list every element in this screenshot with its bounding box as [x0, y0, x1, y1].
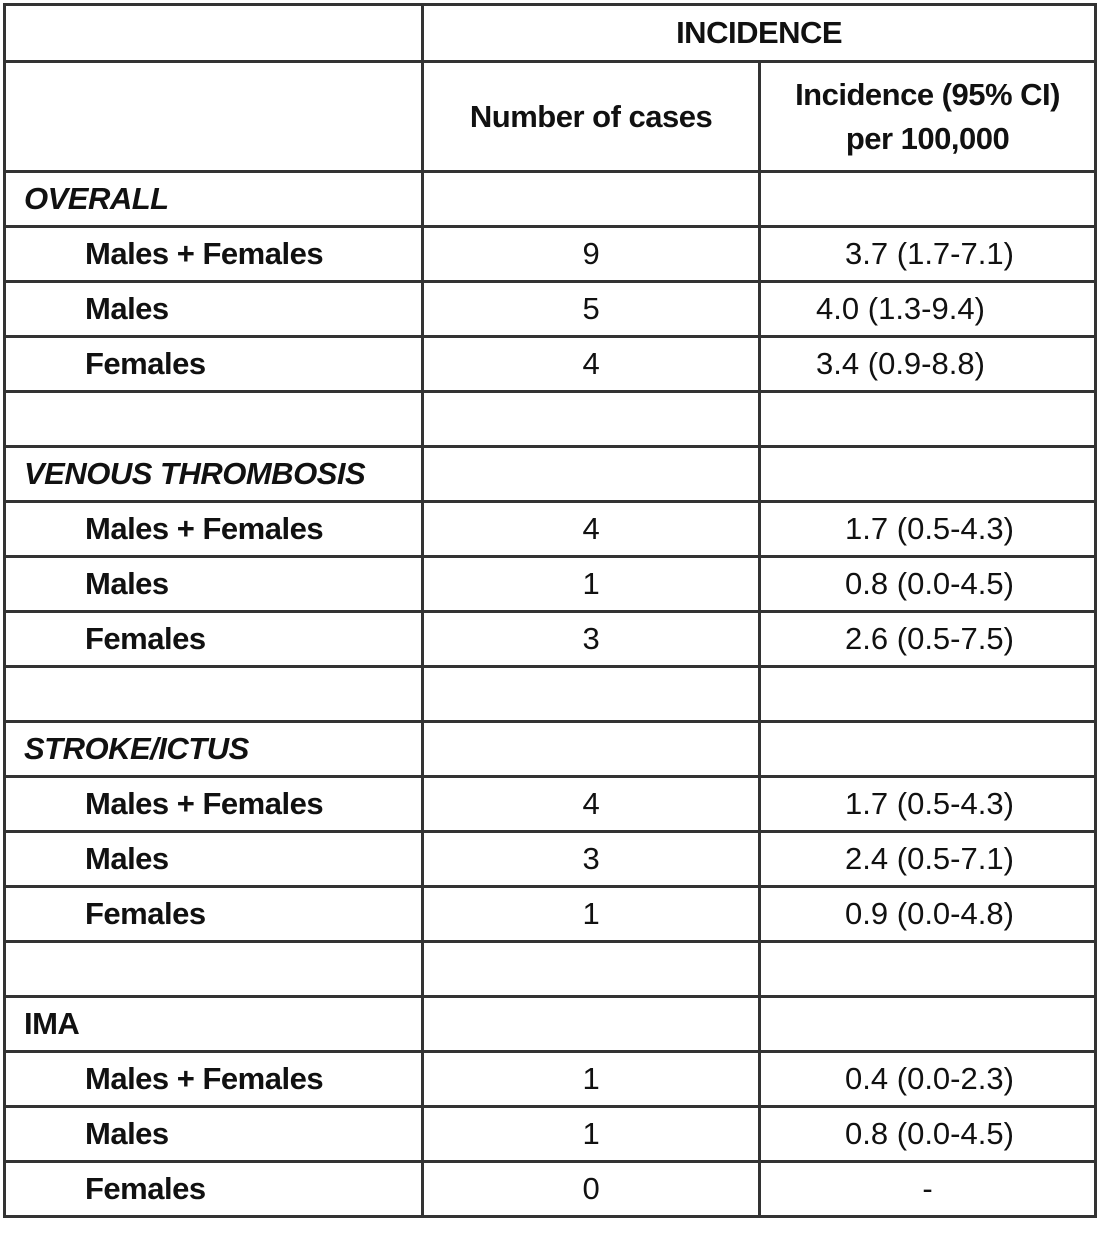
- row-label: Males: [5, 557, 423, 612]
- incidence-cell: 4.0 (1.3-9.4): [760, 282, 1096, 337]
- empty-cell: [423, 447, 760, 502]
- row-label: Males: [5, 832, 423, 887]
- cases-cell: 5: [423, 282, 760, 337]
- incidence-header: INCIDENCE: [423, 5, 1096, 62]
- table-row: [5, 1107, 1096, 1162]
- group-row: [5, 722, 1096, 777]
- incidence-cell: 1.7 (0.5-4.3): [760, 777, 1096, 832]
- group-label-venous-thrombosis: VENOUS THROMBOSIS: [5, 447, 423, 502]
- group-row: [5, 172, 1096, 227]
- cases-cell: 1: [423, 557, 760, 612]
- empty-cell: [423, 667, 760, 722]
- empty-cell: [760, 172, 1096, 227]
- incidence-cell: -: [760, 1162, 1096, 1217]
- row-label: Males + Females: [5, 502, 423, 557]
- row-label: Females: [5, 1162, 423, 1217]
- empty-cell: [423, 392, 760, 447]
- table-row: [5, 1162, 1096, 1217]
- row-label: Males + Females: [5, 227, 423, 282]
- table-row: [5, 502, 1096, 557]
- row-label: Males + Females: [5, 777, 423, 832]
- cases-cell: 1: [423, 887, 760, 942]
- table-header-top-row: [5, 5, 1096, 62]
- cases-cell: 4: [423, 777, 760, 832]
- row-label: Males + Females: [5, 1052, 423, 1107]
- cases-cell: 3: [423, 612, 760, 667]
- empty-cell: [423, 942, 760, 997]
- group-label-overall: OVERALL: [5, 172, 423, 227]
- empty-cell: [423, 722, 760, 777]
- incidence-cell: 0.9 (0.0-4.8): [760, 887, 1096, 942]
- empty-cell: [423, 172, 760, 227]
- table-row: [5, 227, 1096, 282]
- incidence-table: [3, 3, 1097, 1218]
- spacer-row: [5, 392, 1096, 447]
- column-header-incidence-line2: per 100,000: [845, 120, 1010, 156]
- incidence-cell: 3.7 (1.7-7.1): [760, 227, 1096, 282]
- group-label-ima: IMA: [5, 997, 423, 1052]
- incidence-cell: 0.8 (0.0-4.5): [760, 1107, 1096, 1162]
- incidence-cell: 2.4 (0.5-7.1): [760, 832, 1096, 887]
- incidence-cell: 1.7 (0.5-4.3): [760, 502, 1096, 557]
- incidence-cell: 0.8 (0.0-4.5): [760, 557, 1096, 612]
- empty-cell: [760, 942, 1096, 997]
- empty-cell: [760, 722, 1096, 777]
- cases-cell: 1: [423, 1107, 760, 1162]
- table-row: [5, 1052, 1096, 1107]
- row-label: Males: [5, 1107, 423, 1162]
- incidence-cell: 0.4 (0.0-2.3): [760, 1052, 1096, 1107]
- empty-cell: [760, 447, 1096, 502]
- cases-cell: 9: [423, 227, 760, 282]
- spacer-row: [5, 942, 1096, 997]
- cases-cell: 4: [423, 502, 760, 557]
- row-label: Males: [5, 282, 423, 337]
- table-row: [5, 832, 1096, 887]
- table-row: [5, 557, 1096, 612]
- cases-cell: 1: [423, 1052, 760, 1107]
- row-label: Females: [5, 337, 423, 392]
- row-label: Females: [5, 612, 423, 667]
- table-header-row: [5, 62, 1096, 172]
- empty-cell: [5, 942, 423, 997]
- cases-cell: 4: [423, 337, 760, 392]
- empty-cell: [423, 997, 760, 1052]
- row-label: Females: [5, 887, 423, 942]
- column-header-incidence: [760, 62, 1096, 172]
- group-row: [5, 997, 1096, 1052]
- empty-cell: [5, 392, 423, 447]
- group-row: [5, 447, 1096, 502]
- table-row: [5, 612, 1096, 667]
- incidence-cell: 2.6 (0.5-7.5): [760, 612, 1096, 667]
- table-row: [5, 887, 1096, 942]
- group-label-stroke-ictus: STROKE/ICTUS: [5, 722, 423, 777]
- table-row: [5, 337, 1096, 392]
- header-empty-cell: [5, 62, 423, 172]
- empty-cell: [760, 392, 1096, 447]
- incidence-cell: 3.4 (0.9-8.8): [760, 337, 1096, 392]
- column-header-cases: Number of cases: [423, 62, 760, 172]
- empty-cell: [760, 667, 1096, 722]
- table-row: [5, 777, 1096, 832]
- empty-cell: [5, 667, 423, 722]
- column-header-incidence-line1: Incidence (95% CI): [795, 76, 1060, 112]
- header-empty-cell: [5, 5, 423, 62]
- table-row: [5, 282, 1096, 337]
- empty-cell: [760, 997, 1096, 1052]
- cases-cell: 0: [423, 1162, 760, 1217]
- cases-cell: 3: [423, 832, 760, 887]
- spacer-row: [5, 667, 1096, 722]
